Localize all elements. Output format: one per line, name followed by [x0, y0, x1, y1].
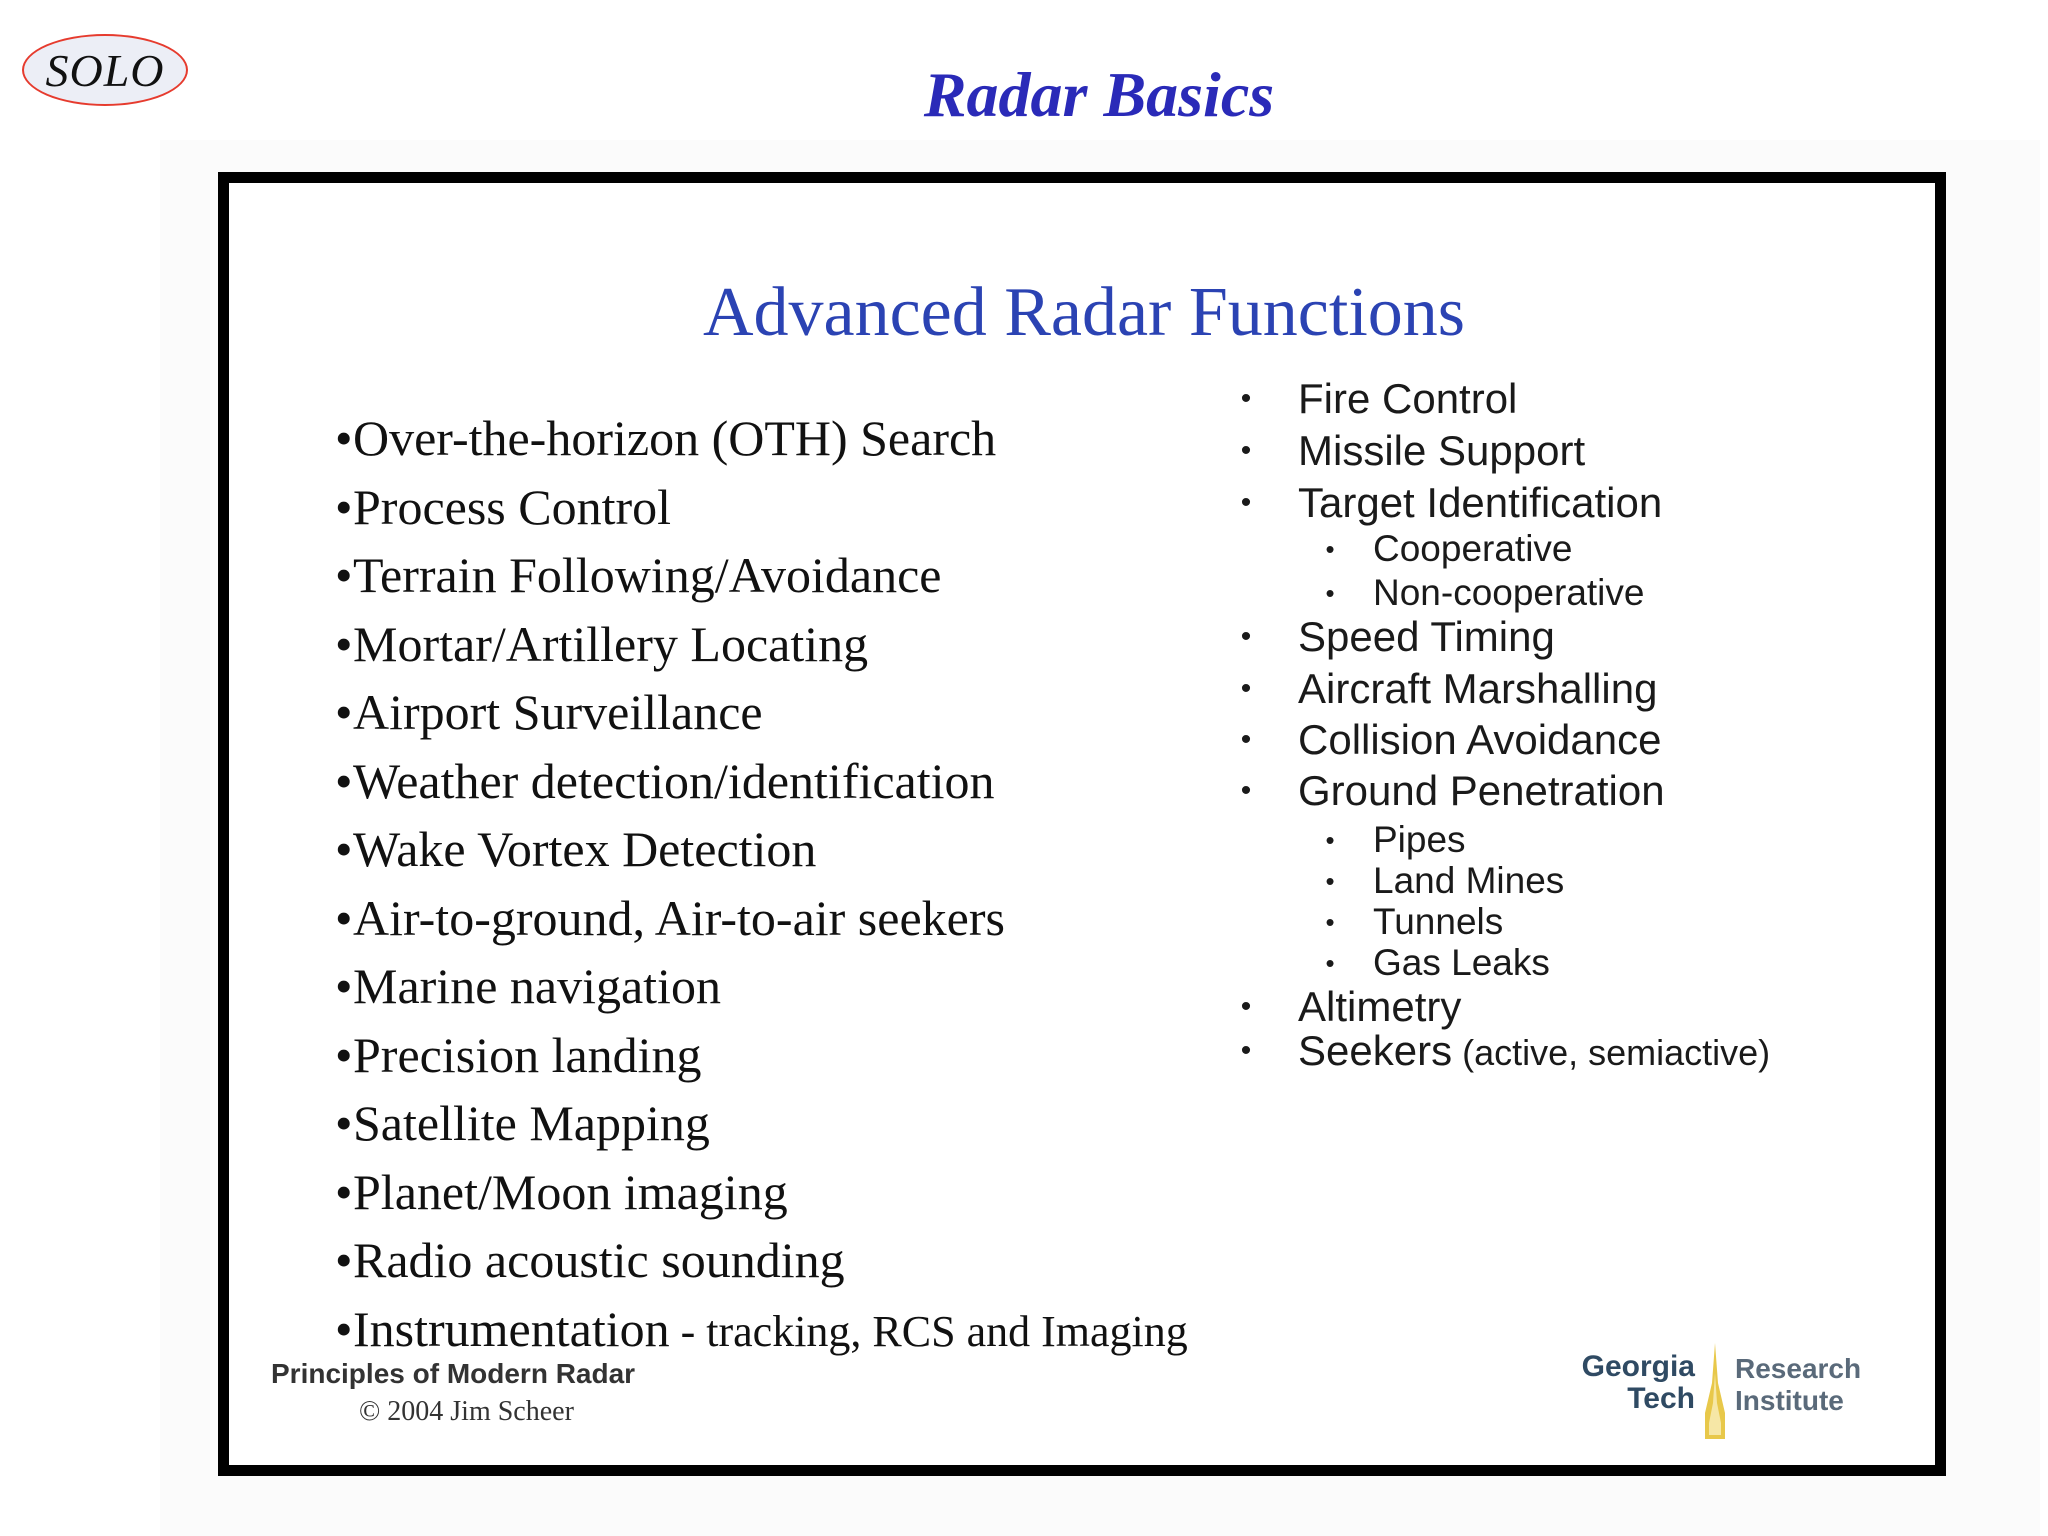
bullet-icon: • — [335, 615, 353, 672]
right-function-list: • Fire Control • Missile Support • Target Identification • Cooperative • Non-cooperative • Speed Timing • Aircraft Marshalling • Collision Avoidance • Ground Penetration • Pipes • Land Mines • Tunnels • Gas Leaks • Altimetry • Seekers (active, semiactive) — [1236, 183, 1936, 1465]
research-institute-wordmark: Research Institute — [1735, 1353, 1862, 1416]
instrumentation-detail: - tracking, RCS and Imaging — [669, 1306, 1188, 1356]
bullet-icon: • — [1325, 866, 1335, 896]
gtri-logo — [1547, 1343, 1927, 1439]
bullet-icon: • — [335, 889, 353, 946]
bullet-icon: • — [335, 684, 353, 740]
bullet-icon: • — [1240, 672, 1252, 705]
bullet-icon: • — [335, 821, 353, 877]
list-item: •Planet/Moon imaging — [335, 1158, 1188, 1227]
bullet-icon: • — [1240, 620, 1252, 653]
bullet-icon: • — [1240, 434, 1252, 467]
bullet-icon: • — [1325, 825, 1335, 855]
page-title: Radar Basics — [923, 59, 1275, 130]
list-item: •Wake Vortex Detection — [335, 815, 1188, 884]
bullet-icon: • — [335, 958, 353, 1014]
slide-title: Advanced Radar Functions — [702, 274, 1466, 351]
flame-icon — [1703, 1343, 1727, 1439]
book-title: Principles of Modern Radar — [271, 1358, 636, 1389]
bullet-icon: • — [1240, 723, 1252, 756]
bullet-icon: • — [1240, 774, 1252, 807]
seekers-note: (active, semiactive) — [1452, 1032, 1771, 1073]
solo-badge-label: SOLO — [45, 44, 165, 96]
bullet-icon: • — [335, 1026, 353, 1083]
bullet-icon: • — [335, 478, 353, 535]
bullet-icon: • — [1240, 1034, 1252, 1067]
list-item: •Process Control — [335, 473, 1188, 542]
list-item: •Marine navigation — [335, 952, 1188, 1021]
list-item: •Terrain Following/Avoidance — [335, 541, 1188, 610]
list-item: •Air-to-ground, Air-to-air seekers — [335, 884, 1188, 953]
left-function-list — [335, 404, 1188, 1363]
georgia-tech-wordmark: Georgia Tech — [1581, 1350, 1695, 1415]
bullet-icon: • — [335, 752, 353, 809]
bullet-icon: • — [1240, 990, 1252, 1023]
bullet-icon: • — [1240, 486, 1252, 519]
bullet-icon: • — [335, 1300, 353, 1357]
list-item: •Precision landing — [335, 1021, 1188, 1090]
footer-credit — [271, 1355, 635, 1431]
list-item: •Mortar/Artillery Locating — [335, 610, 1188, 679]
bullet-icon: • — [335, 1163, 353, 1220]
bullet-icon: • — [335, 1232, 353, 1288]
bullet-icon: • — [1240, 382, 1252, 415]
list-item: •Satellite Mapping — [335, 1089, 1188, 1158]
bullet-icon: • — [1325, 907, 1335, 937]
bullet-icon: • — [335, 410, 353, 466]
list-item: •Weather detection/identification — [335, 747, 1188, 816]
bullet-icon: • — [1325, 578, 1335, 608]
bullet-icon: • — [335, 1095, 353, 1151]
list-item: •Airport Surveillance — [335, 678, 1188, 747]
bullet-icon: • — [1325, 534, 1335, 564]
bullet-icon: • — [335, 547, 353, 603]
list-item: •Instrumentation - tracking, RCS and Imaging — [335, 1295, 1188, 1364]
copyright-line: © 2004 Jim Scheer — [359, 1396, 574, 1427]
list-item: •Radio acoustic sounding — [335, 1226, 1188, 1295]
bullet-icon: • — [1325, 948, 1335, 978]
slide-frame — [218, 172, 1946, 1476]
list-item: •Over-the-horizon (OTH) Search — [335, 404, 1188, 473]
